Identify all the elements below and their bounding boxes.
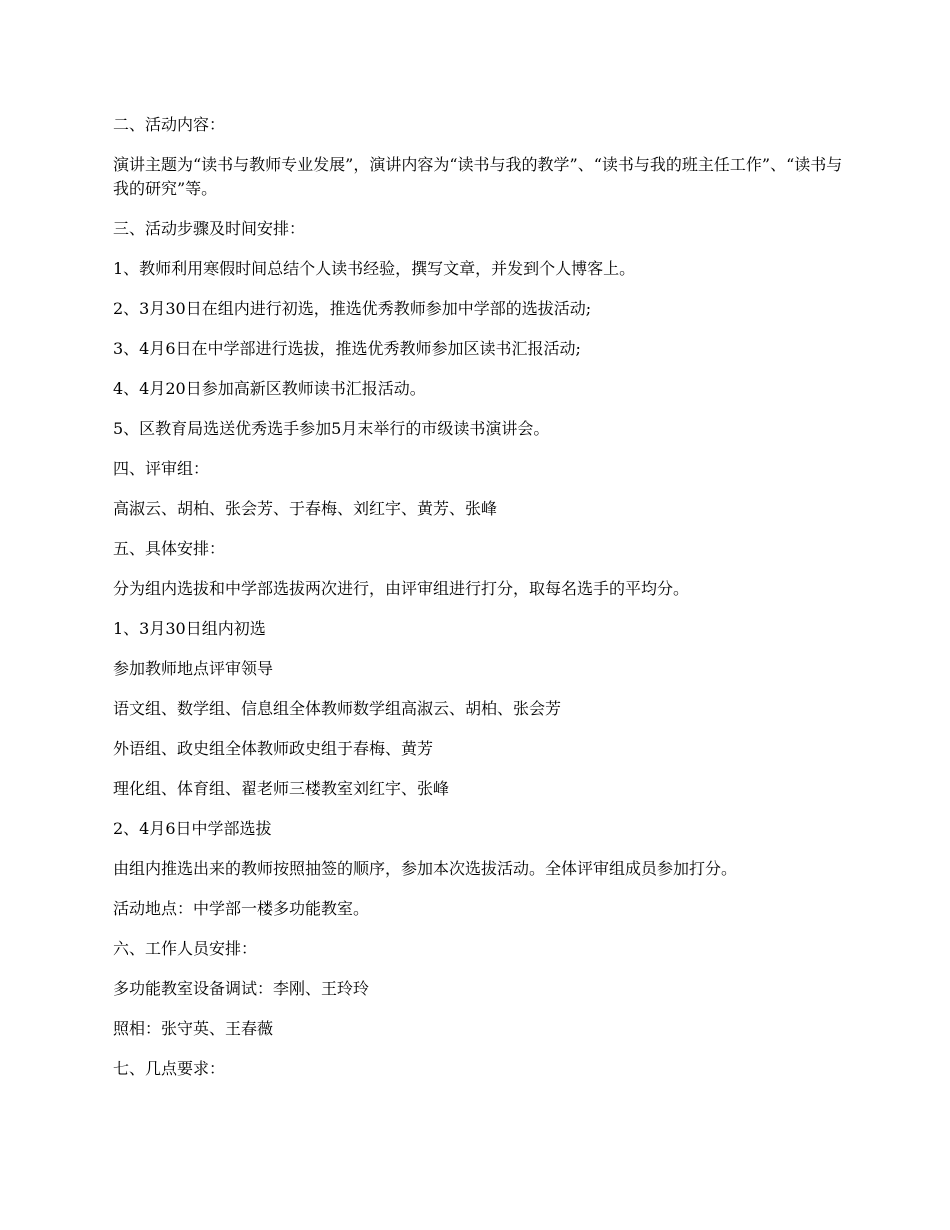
- arrangement-round-1-header: 参加教师地点评审领导: [113, 659, 274, 678]
- arrangement-round-1-row-3: 理化组、体育组、翟老师三楼教室刘红宇、张峰: [113, 779, 450, 798]
- staff-equipment: 多功能教室设备调试：李刚、王玲玲: [113, 979, 370, 998]
- schedule-step-2: 2、3月30日在组内进行初选，推选优秀教师参加中学部的选拔活动;: [113, 299, 592, 318]
- schedule-step-1: 1、教师利用寒假时间总结个人读书经验，撰写文章，并发到个人博客上。: [113, 259, 636, 278]
- section-heading-content: 二、活动内容：: [113, 115, 226, 134]
- document-body: [113, 113, 843, 1097]
- section-heading-jury: 四、评审组：: [113, 459, 210, 478]
- arrangement-summary: 分为组内选拔和中学部选拔两次进行，由评审组进行打分，取每名选手的平均分。: [113, 579, 690, 598]
- arrangement-round-2: 2、4月6日中学部选拔: [113, 819, 272, 838]
- arrangement-round-2-detail: 由组内推选出来的教师按照抽签的顺序，参加本次选拔活动。全体评审组成员参加打分。: [113, 859, 738, 878]
- speech-theme-paragraph: 演讲主题为“读书与教师专业发展”，演讲内容为“读书与我的教学”、“读书与我的班主任工作”、“读书与我的研究”等。: [113, 155, 843, 198]
- arrangement-round-1-row-2: 外语组、政史组全体教师政史组于春梅、黄芳: [113, 739, 434, 758]
- section-heading-schedule: 三、活动步骤及时间安排：: [113, 219, 306, 238]
- arrangement-location: 活动地点：中学部一楼多功能教室。: [113, 899, 370, 918]
- schedule-step-3: 3、4月6日在中学部进行选拔，推选优秀教师参加区读书汇报活动;: [113, 339, 581, 358]
- section-heading-staff: 六、工作人员安排：: [113, 939, 258, 958]
- schedule-step-5: 5、区教育局选送优秀选手参加5月末举行的市级读书演讲会。: [113, 419, 550, 438]
- staff-photography: 照相：张守英、王春薇: [113, 1019, 274, 1038]
- section-heading-arrangement: 五、具体安排：: [113, 539, 226, 558]
- arrangement-round-1-row-1: 语文组、数学组、信息组全体教师数学组高淑云、胡柏、张会芳: [113, 699, 562, 718]
- arrangement-round-1: 1、3月30日组内初选: [113, 619, 266, 638]
- section-heading-requirements: 七、几点要求：: [113, 1059, 226, 1078]
- jury-members: 高淑云、胡柏、张会芳、于春梅、刘红宇、黄芳、张峰: [113, 499, 498, 518]
- schedule-step-4: 4、4月20日参加高新区教师读书汇报活动。: [113, 379, 426, 398]
